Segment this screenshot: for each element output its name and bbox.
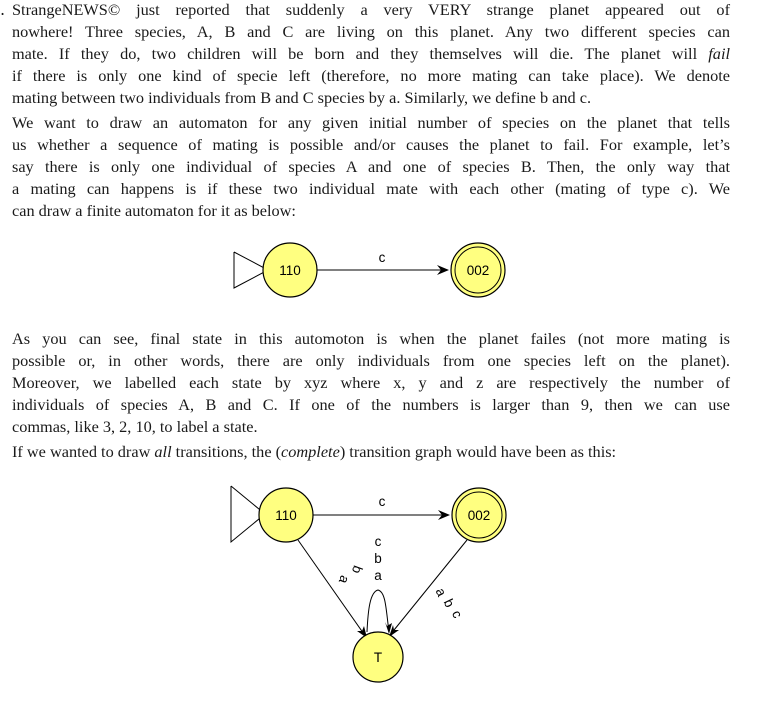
line: possible or, in other words, there are only individuals from one species left on the planet).	[12, 351, 730, 370]
state-T-label: T	[373, 650, 383, 665]
cut-bullet: .	[0, 0, 6, 19]
text: If we wanted to draw	[12, 442, 155, 461]
edge-002-label-c: c	[448, 607, 466, 621]
paragraph-final-state	[12, 328, 730, 438]
line-text: mate. If they do, two children will be born and they themselves will die. The planet will	[12, 44, 709, 63]
line-text: © just reported that suddenly a very VERY strange planet appeared out of	[107, 0, 730, 19]
line: We want to draw an automaton for any given initial number of species on the planet that tells	[12, 113, 730, 132]
automaton-diagram-complete	[0, 482, 769, 697]
edge-002-to-T	[390, 540, 467, 635]
loop-label-b: b	[374, 551, 382, 566]
state-110-label: 110	[275, 508, 297, 523]
loop-label-a: a	[374, 568, 382, 583]
paragraph-complete-graph	[12, 441, 730, 463]
line	[12, 0, 730, 21]
line: As you can see, final state in this automoton is when the planet failes (not more mating is	[12, 329, 730, 348]
line: us whether a sequence of mating is possible and/or causes the planet to fail. For example, let’s	[12, 135, 730, 154]
state-110-label: 110	[279, 263, 301, 278]
line: mating between two individuals from B and C species by a. Similarly, we define b and c.	[12, 88, 592, 107]
edge-110-label-b: b	[348, 563, 366, 576]
edge-110-label-a: a	[335, 573, 353, 586]
edge-002-label-a: a	[432, 585, 450, 599]
line: individuals of species A, B and C. If one of the numbers is larger than 9, then we can use	[12, 395, 730, 414]
edge-c-label: c	[378, 250, 386, 265]
line: commas, like 3, 2, 10, to label a state.	[12, 417, 258, 436]
line: can draw a finite automaton for it as below:	[12, 201, 296, 220]
state-002-label: 002	[466, 263, 490, 278]
line: say there is only one individual of species A and one of species B. Then, the only way that	[12, 157, 730, 176]
line: a mating can happens is if these two individual mate with each other (mating of type c). We	[12, 179, 730, 198]
emph-fail: fail	[708, 44, 730, 63]
loop-label-c: c	[374, 534, 382, 549]
self-loop-T	[367, 590, 389, 632]
text: transitions, the (	[171, 442, 282, 461]
emph-complete: complete	[281, 442, 340, 461]
emph-all: all	[154, 442, 172, 461]
line: nowhere! Three species, A, B and C are living on this planet. Any two different species can	[12, 22, 730, 41]
edge-top-label: c	[378, 494, 386, 509]
state-002-label: 002	[467, 508, 491, 523]
strangenews-brand: StrangeNEWS	[12, 0, 108, 19]
line	[12, 441, 730, 463]
paragraph-automaton	[12, 112, 730, 222]
line: if there is only one kind of specie left (therefore, no more mating can take place). We denote	[12, 66, 730, 85]
edge-002-label-b: b	[440, 596, 458, 610]
line	[12, 43, 730, 65]
text: ) transition graph would have been as this:	[339, 442, 617, 461]
automaton-diagram-simple	[0, 232, 769, 312]
edge-110-to-T	[298, 540, 366, 637]
line: Moreover, we labelled each state by xyz where x, y and z are respectively the number of	[12, 373, 730, 392]
paragraph-intro	[12, 0, 730, 109]
